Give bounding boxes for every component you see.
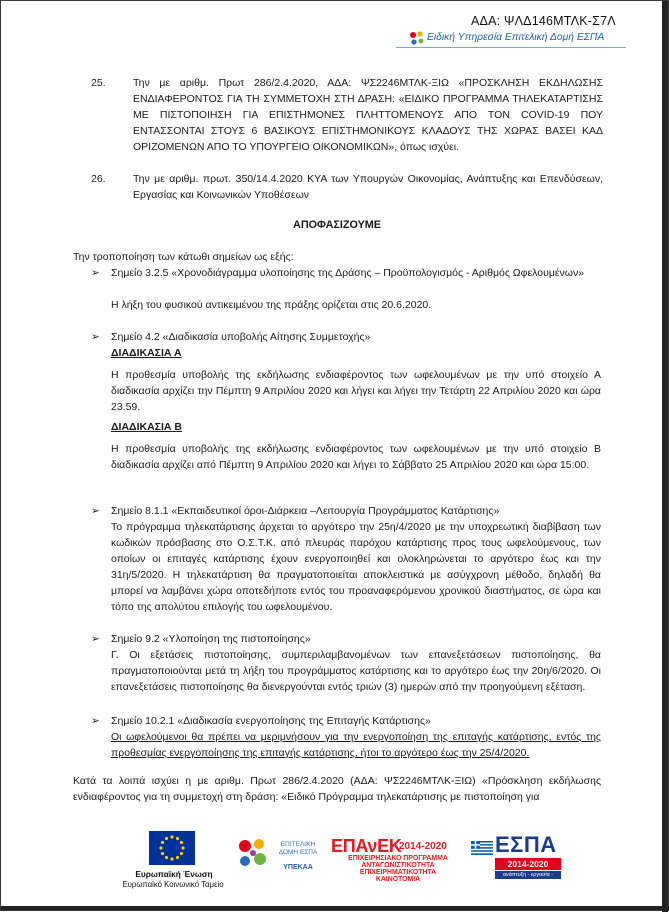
closing-paragraph: Κατά τα λοιπά ισχύει η με αριθμ. Πρωτ 286/2.4.2020 (ΑΔΑ: ΨΣ2246ΜΤΛΚ-ΞΙΩ) «Πρόσκληση εκδήλωσης ενδιαφέροντος για τη συμμετοχή στη δράση: «Ειδικό Πρόγραμμα τηλεκατάρτισης με πιστοποίηση για xyxy=(73,775,601,803)
bullet-body: Η λήξη του φυσικού αντικειμένου της πράξης ορίζεται στις 20.6.2020. xyxy=(111,299,432,311)
bullet-arrow-icon: ➢ xyxy=(91,715,100,727)
item-number: 25. xyxy=(91,77,106,89)
procedure-b-heading: ΔΙΑΔΙΚΑΣΙΑ Β xyxy=(111,421,182,433)
item-text: Την με αριθμ. Πρωτ 286/2.4.2020, ΑΔΑ: ΨΣ2246ΜΤΛΚ-ΞΙΩ «ΠΡΟΣΚΛΗΣΗ ΕΚΔΗΛΩΣΗΣ ΕΝΔΙΑΦΕΡΟΝΤΟΣ ΓΙΑ ΤΗ ΣΥΜΜΕΤΟΧΗ ΣΤΗ ΔΡΑΣΗ: «ΕΙΔΙΚΟ ΠΡΟΓΡΑΜΜΑ ΤΗΛΕΚΑΤΑΡΤΙΣΗΣ ΜΕ ΠΙΣΤΟΠΟΙΗΣΗ ΓΙΑ ΕΠΙΣΤΗΜΟΝΕΣ ΠΛΗΤΤΟΜΕΝΟΥΣ ΑΠΟ ΤΟΝ COVID-19 ΠΟΥ ΕΝΤΑΣΣΟΝΤΑΙ ΣΤΟΥΣ 6 ΒΑΣΙΚΟΥΣ ΕΠΙΣΤΗΜΟΝΙΚΟΥΣ ΚΛΑΔΟΥΣ ΤΗΣ ΧΩΡΑΣ ΒΑΣΕΙ ΚΑΔ ΟΡΙΖΟΜΕΝΩΝ ΑΠΟ ΤΟ ΥΠΟΥΡΓΕΙΟ ΟΙΚΟΝΟΜΙΚΩΝ», όπως ισχύει. xyxy=(133,77,603,153)
epanek-years: 2014-2020 xyxy=(399,841,447,852)
espa-logo: ΕΣΠΑ xyxy=(495,832,557,857)
bullet-arrow-icon: ➢ xyxy=(91,633,100,645)
epanek-lines: ΕΠΙΧΕΙΡΗΣΙΑΚΟ ΠΡΟΓΡΑΜΜΑ ΑΝΤΑΓΩΝΙΣΤΙΚΟΤΗΤΑ ΕΠΙΧΕΙΡΗΜΑΤΙΚΟΤΗΤΑ ΚΑΙΝΟΤΟΜΙΑ xyxy=(348,855,448,883)
eu-caption: Ευρωπαϊκή Ένωση xyxy=(135,869,213,879)
header-divider xyxy=(396,47,626,48)
bullet-title: Σημείο 8.1.1 «Εκπαιδευτικοί όροι-Διάρκεια –Λειτουργία Προγράμματος Κατάρτισης» xyxy=(111,505,500,517)
epanek-logo: ΕΠΑνΕΚ xyxy=(331,836,402,856)
bullet-body: Γ. Οι εξετάσεις πιστοποίησης, συμπεριλαμβανομένων των επανεξετάσεων πιστοποίησης, θα πραγματοποιούνται μετά τη λήξη του προγράμματος κατάρτισης και το αργότερο έως την 20η/6/2020. Οι επανεξετάσεις πιστοποίησης θα διενεργούνται εντός τριών (3) ημερών από την προηγούμενη εξέταση. xyxy=(111,649,601,693)
bullet-title: Σημείο 4.2 «Διαδικασία υποβολής Αίτησης Συμμετοχής» xyxy=(111,331,371,343)
procedure-a-text: Η προθεσμία υποβολής της εκδήλωσης ενδιαφέροντος των ωφελουμένων με την υπό στοιχείο Α διαδικασία αρχίζει την Πέμπτη 9 Απριλίου 2020 και λήγει και λήγει την Τετάρτη 22 Απριλίου 2020 και ώρα 23.59. xyxy=(111,369,601,413)
greek-flag-icon xyxy=(471,841,493,855)
bullet-arrow-icon: ➢ xyxy=(91,331,100,343)
bullet-title: Σημείο 3.2.5 «Χρονοδιάγραμμα υλοποίησης της Δράσης – Προϋπολογισμός - Αριθμός Ωφελουμένων» xyxy=(111,267,585,279)
espa-organization-logo-icon xyxy=(408,30,426,46)
item-number: 26. xyxy=(91,173,106,185)
bullet-title: Σημείο 10.2.1 «Διαδικασία ενεργοποίησης της Επιταγής Κατάρτισης» xyxy=(111,715,431,727)
bullet-arrow-icon: ➢ xyxy=(91,267,100,279)
bullet-body: Το πρόγραμμα τηλεκατάρτισης άρχεται το αργότερο την 25η/4/2020 με την υποχρεωτική διαβίβαση των κωδικών πρόσβασης στο Ο.Σ.Τ.Κ. από πλευράς παρόχου κατάρτισης προς τους ωφελούμενους, των οποίων οι επιταγές κατάρτισης έχουν ενεργοποιηθεί και ολοκληρώνεται το αργότερο έως και την 31η/5/2020. Η τηλεκατάρτιση θα πραγματοποιείται αποκλειστικά με ασύγχρονη μέθοδο, δηλαδή θα μπορεί να λαμβάνει χώρα οποτεδήποτε εντός του προαναφερόμενου χρονικού διαστήματος, σε ώρα και τόπο της απολύτου επιλογής του ωφελουμένου. xyxy=(111,521,601,613)
footer-logos xyxy=(1,821,669,891)
ey-logo-text: ΕΠΙΤΕΛΙΚΗ ΔΟΜΗ ΕΣΠΑ xyxy=(278,841,318,856)
espa-years: 2014-2020 xyxy=(495,858,561,870)
intro-text: Την τροποποίηση των κάτωθι σημείων ως εξής: xyxy=(73,251,294,263)
bullet-title: Σημείο 9.2 «Υλοποίηση της πιστοποίησης» xyxy=(111,633,311,645)
decision-heading: ΑΠΟΦΑΣΙΖΟΥΜΕ xyxy=(293,219,381,231)
list-item xyxy=(73,75,601,171)
page-shadow-bottom xyxy=(1,906,669,910)
organization-name: Ειδική Υπηρεσία Επιτελική Δομή ΕΣΠΑ xyxy=(427,32,605,43)
epitelikh-domh-logo-icon xyxy=(233,834,273,874)
bullet-arrow-icon: ➢ xyxy=(91,505,100,517)
list-item xyxy=(73,171,601,203)
procedure-b-text: Η προθεσμία υποβολής της εκδήλωσης ενδιαφέροντος των ωφελουμένων με την υπό στοιχείο Β διαδικασία αρχίζει από Πέμπτη 9 Απριλίου 2020 και λήγει το Σάββατο 25 Απριλίου 2020 και ώρα 15:00. xyxy=(111,443,601,471)
esf-caption: Ευρωπαϊκό Κοινωνικό Ταμείο xyxy=(122,880,224,889)
ey-logo-subtext: ΥΠΕΚΑΑ xyxy=(283,864,313,871)
bullet-body: Οι ωφελούμενοι θα πρέπει να μεριμνήσουν για την ενεργοποίηση της επιταγής κατάρτισης, εντός της προθεσμίας ενεργοποίησης της επιταγής κατάρτισης, ήτοι το αργότερο έως την 25/4/2020. xyxy=(111,731,601,759)
item-text: Την με αριθμ. πρωτ. 350/14.4.2020 ΚΥΑ των Υπουργών Οικονομίας, Ανάπτυξης και Επενδύσεων, Εργασίας και Κοινωνικών Υποθέσεων xyxy=(133,173,603,201)
ada-code: ΑΔΑ: ΨΛΔ146ΜΤΛΚ-Σ7Λ xyxy=(471,14,616,28)
procedure-a-heading: ΔΙΑΔΙΚΑΣΙΑ Α xyxy=(111,347,182,359)
page-shadow-right xyxy=(662,1,668,912)
eu-flag-icon xyxy=(149,831,195,865)
espa-slogan: ανάπτυξη - εργασία - αλληλεγγύη xyxy=(495,871,561,879)
